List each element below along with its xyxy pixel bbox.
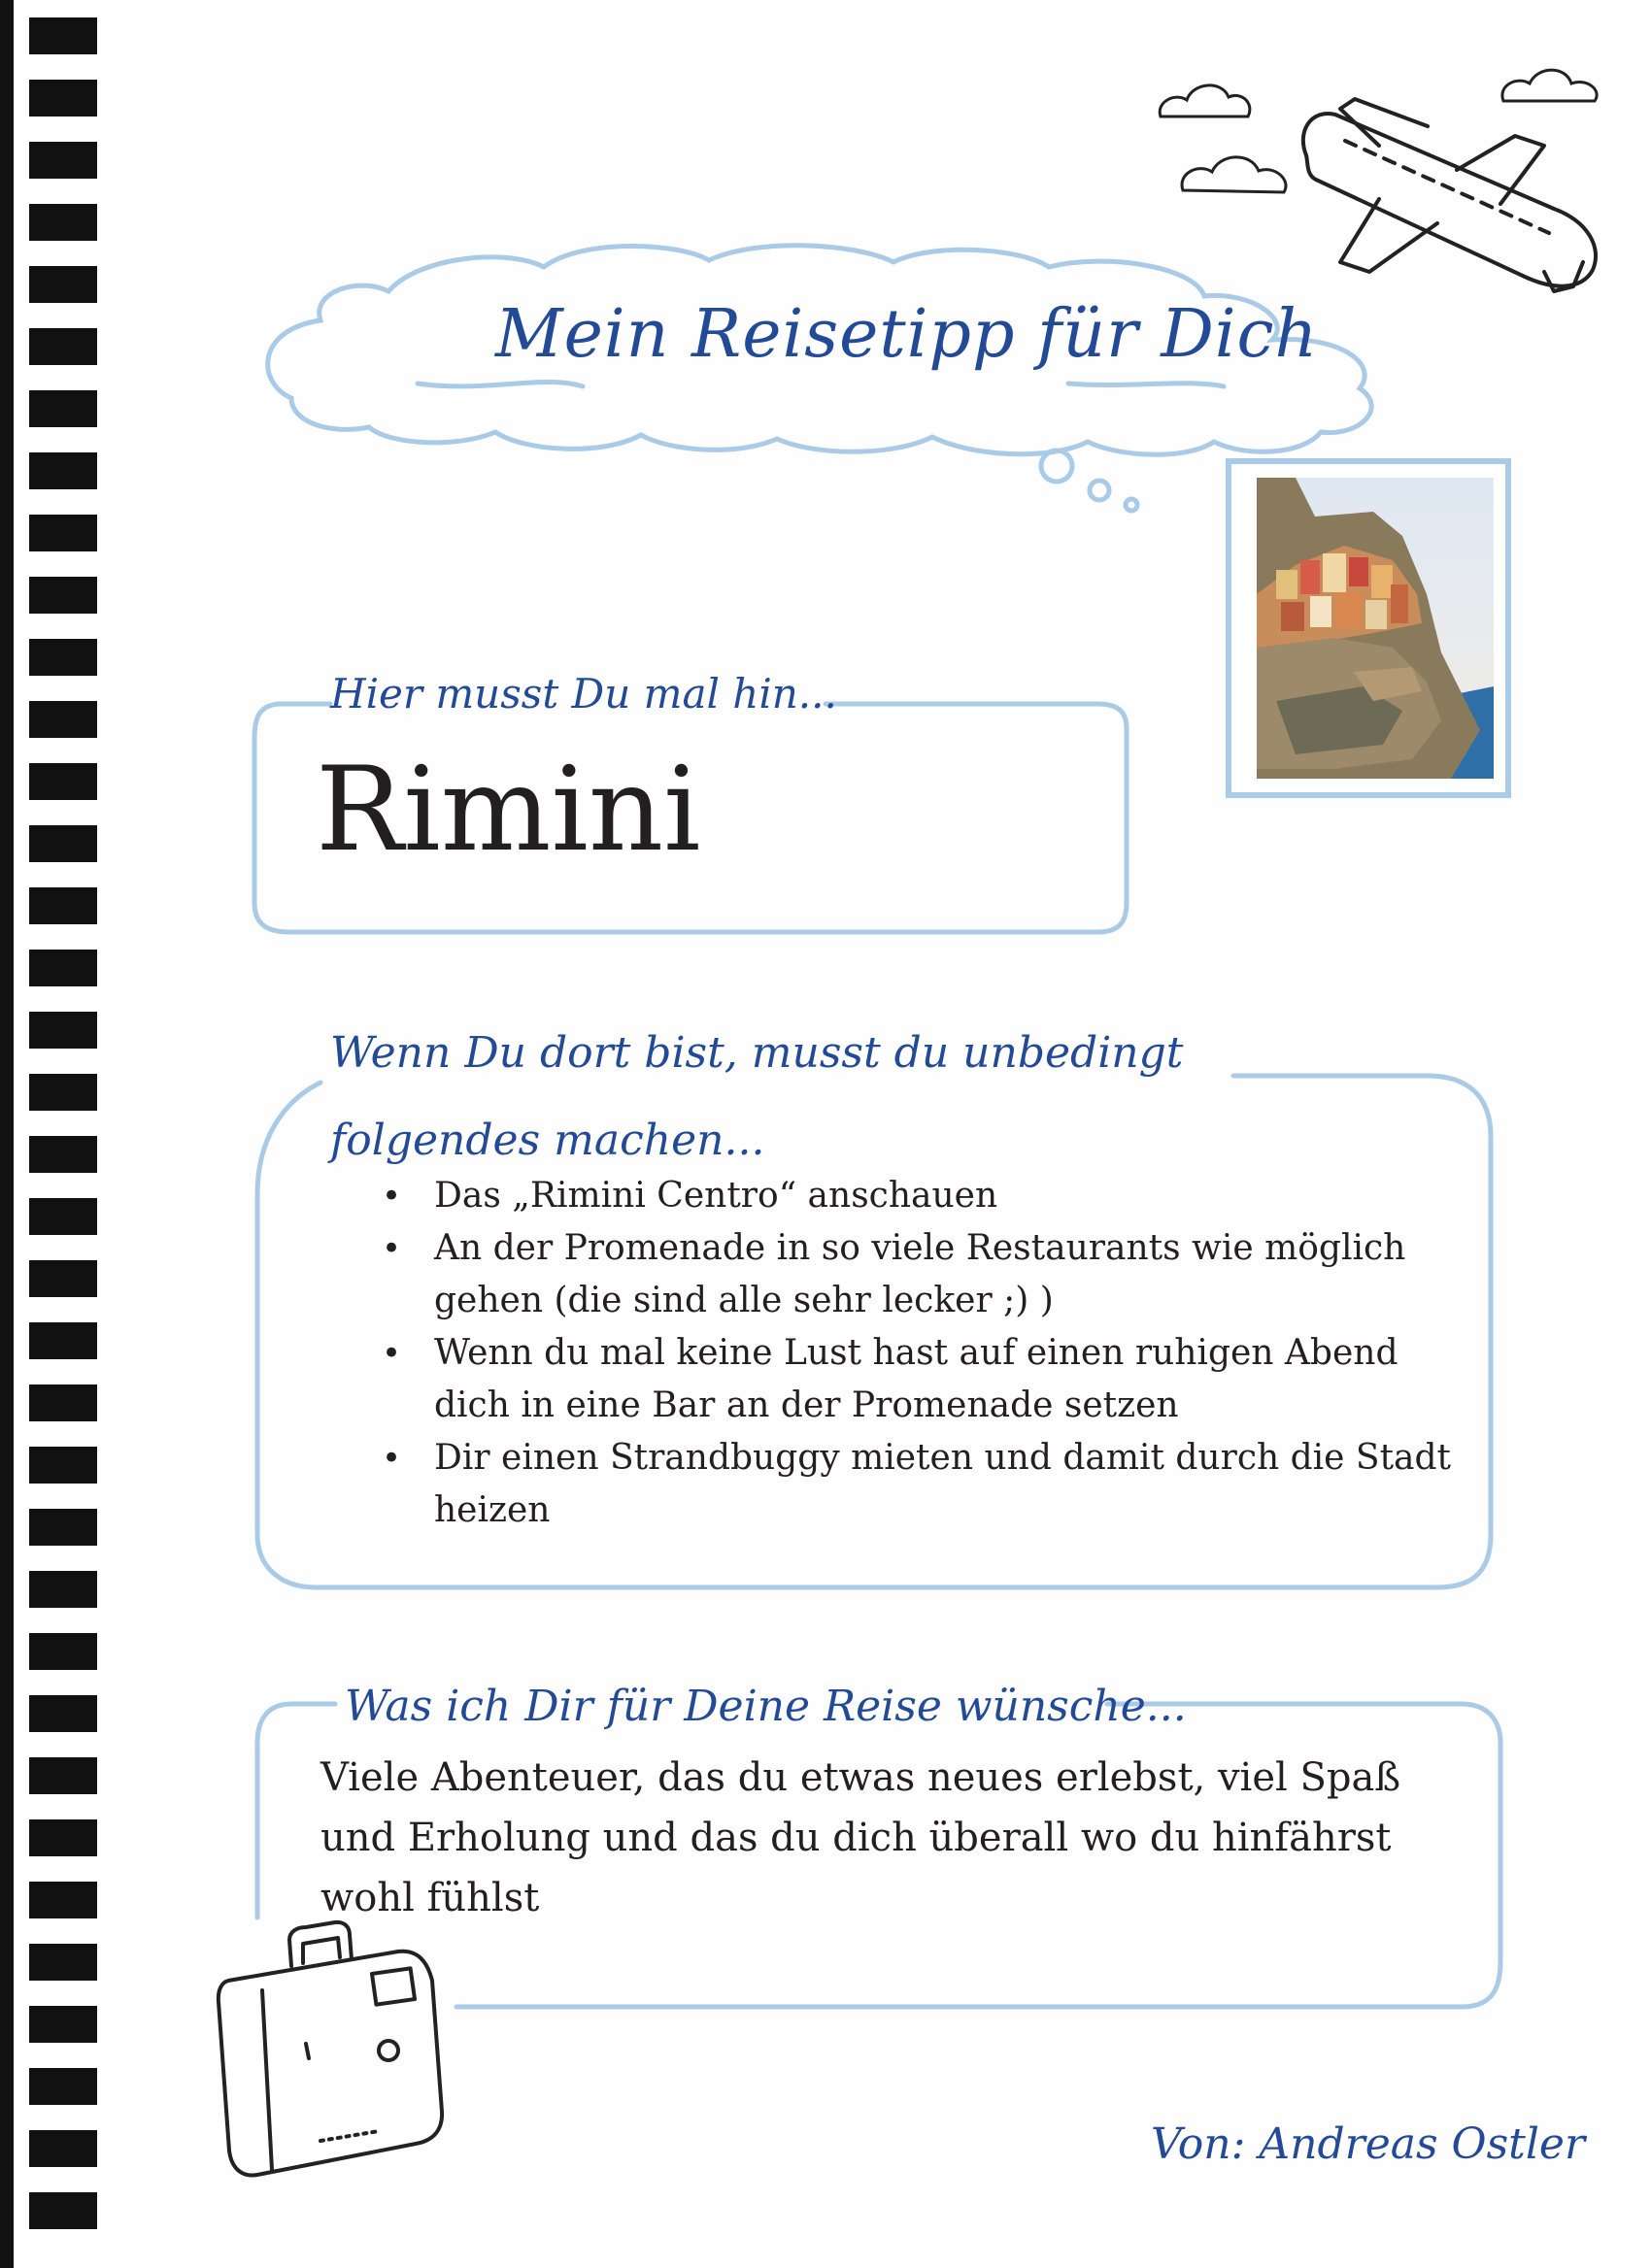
coastal-village-image: [1257, 478, 1494, 779]
list-item: • An der Promenade in so viele Restaurants wie möglich gehen (die sind alle sehr lecker ;) ): [374, 1222, 1452, 1327]
title-cloud-icon: [268, 246, 1371, 511]
author-signature: Von: Andreas Ostler: [1151, 2119, 1586, 2169]
cloud-icon: [1160, 85, 1250, 117]
airplane-icon: [1303, 99, 1596, 291]
activities-list: [374, 1170, 1452, 1537]
wish-text: Viele Abenteuer, das du etwas neues erlebst, viel Spaß und Erholung und das du dich überall wo du hinfährst wohl fühlst: [320, 1755, 1401, 1920]
destination-photo: [1226, 458, 1511, 798]
cloud-icon: [1182, 157, 1286, 192]
list-item: • Das „Rimini Centro“ anschauen: [374, 1170, 1452, 1222]
list-item: • Dir einen Strandbuggy mieten und damit durch die Stadt heizen: [374, 1432, 1452, 1537]
wish-label: Was ich Dir für Deine Reise wünsche...: [345, 1682, 1187, 1731]
cloud-icon: [1502, 70, 1597, 101]
list-item: • Wenn du mal keine Lust hast auf einen ruhigen Abend dich in eine Bar an der Promenade setzen: [374, 1327, 1452, 1432]
destination-label: Hier musst Du mal hin...: [330, 670, 837, 717]
suitcase-icon: [219, 1922, 442, 2176]
activities-label: Wenn Du dort bist, musst du unbedingt folgendes machen...: [330, 1028, 1184, 1165]
page-title: Mein Reisetipp für Dich: [495, 296, 1319, 373]
destination-name: Rimini: [316, 743, 701, 878]
